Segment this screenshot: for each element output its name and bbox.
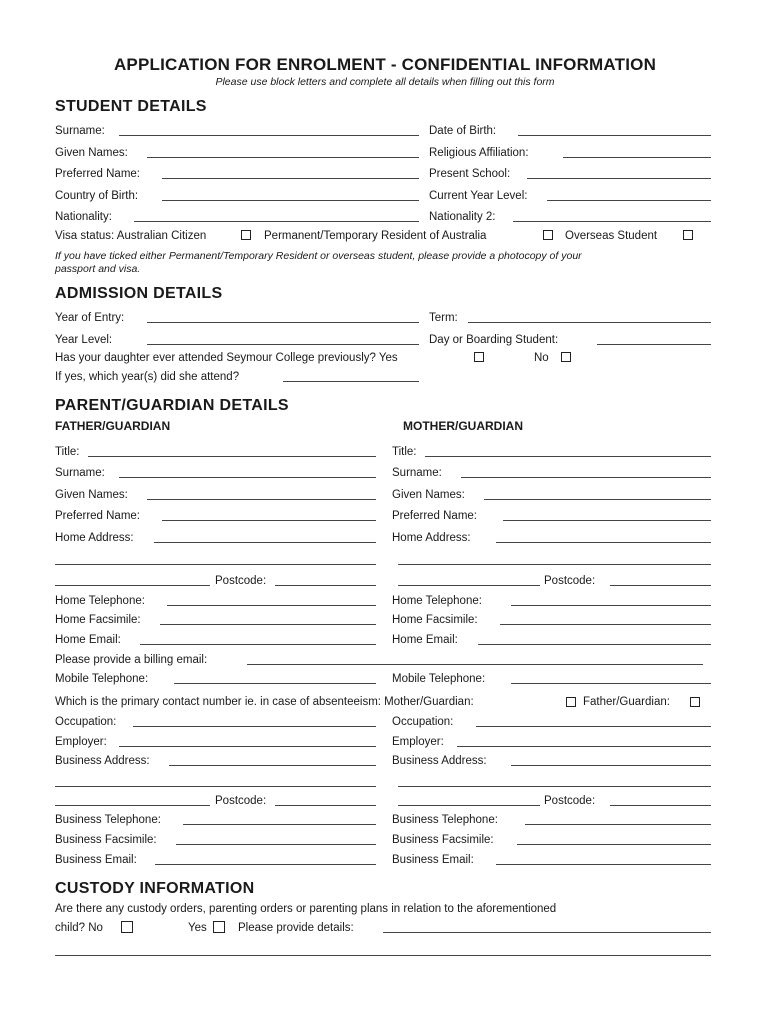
primary-father-checkbox[interactable] [690, 697, 700, 707]
father-home-email-field[interactable] [140, 644, 376, 645]
mother-preferred-label: Preferred Name: [392, 510, 478, 522]
mother-employer-label: Employer: [392, 736, 444, 748]
primary-mother-checkbox[interactable] [566, 697, 576, 707]
primary-father-label: Father/Guardian: [583, 696, 670, 708]
father-business-email-label: Business Email: [55, 854, 137, 866]
nationality-field[interactable] [134, 221, 419, 222]
custody-details-field[interactable] [383, 932, 711, 933]
father-postcode-field[interactable] [275, 585, 376, 586]
billing-email-field[interactable] [247, 664, 703, 665]
mother-postcode-field[interactable] [610, 585, 711, 586]
mother-mobile-field[interactable] [511, 683, 711, 684]
nationality-label: Nationality: [55, 211, 112, 223]
surname-field[interactable] [119, 135, 419, 136]
custody-no-checkbox[interactable] [121, 921, 133, 933]
father-home-fax-label: Home Facsimile: [55, 614, 141, 626]
country-of-birth-field[interactable] [162, 200, 419, 201]
father-preferred-field[interactable] [162, 520, 376, 521]
mother-home-email-label: Home Email: [392, 634, 458, 646]
nationality2-field[interactable] [513, 221, 711, 222]
mother-business-address-line3[interactable] [398, 805, 540, 806]
father-home-tel-field[interactable] [167, 605, 376, 606]
father-business-postcode-field[interactable] [275, 805, 376, 806]
permanent-resident-label: Permanent/Temporary Resident of Australia [264, 230, 487, 242]
father-business-email-field[interactable] [155, 864, 376, 865]
mother-surname-field[interactable] [461, 477, 711, 478]
father-surname-label: Surname: [55, 467, 105, 479]
australian-citizen-checkbox[interactable] [241, 230, 251, 240]
custody-details-line2[interactable] [55, 955, 711, 956]
father-address-line2[interactable] [55, 564, 376, 565]
father-address-line3[interactable] [55, 585, 210, 586]
mother-business-fax-label: Business Facsimile: [392, 834, 494, 846]
mother-home-fax-label: Home Facsimile: [392, 614, 478, 626]
mother-postcode-label: Postcode: [544, 575, 596, 587]
mother-preferred-field[interactable] [503, 520, 711, 521]
mother-business-address-field[interactable] [511, 765, 711, 766]
custody-no-label: child? No [55, 922, 103, 934]
mother-home-email-field[interactable] [478, 644, 711, 645]
overseas-student-checkbox[interactable] [683, 230, 693, 240]
present-school-label: Present School: [429, 168, 511, 180]
country-of-birth-label: Country of Birth: [55, 190, 139, 202]
attended-no-label: No [534, 352, 549, 364]
present-school-field[interactable] [527, 178, 711, 179]
father-employer-field[interactable] [119, 746, 376, 747]
father-mobile-field[interactable] [174, 683, 376, 684]
father-occupation-label: Occupation: [55, 716, 117, 728]
mother-home-tel-field[interactable] [511, 605, 711, 606]
mother-title-label: Title: [392, 446, 417, 458]
father-business-address-line3[interactable] [55, 805, 210, 806]
mother-business-postcode-field[interactable] [610, 805, 711, 806]
father-given-names-field[interactable] [147, 499, 376, 500]
year-level-label: Year Level: [55, 334, 113, 346]
mother-guardian-heading: MOTHER/GUARDIAN [403, 419, 523, 433]
mother-address-line3[interactable] [398, 585, 540, 586]
mother-mobile-label: Mobile Telephone: [392, 673, 486, 685]
year-level-field[interactable] [147, 344, 419, 345]
mother-business-fax-field[interactable] [517, 844, 711, 845]
custody-heading: CUSTODY INFORMATION [55, 880, 255, 897]
preferred-name-label: Preferred Name: [55, 168, 141, 180]
given-names-field[interactable] [147, 157, 419, 158]
religious-field[interactable] [563, 157, 711, 158]
custody-question-line1: Are there any custody orders, parenting orders or parenting plans in relation to the aforementioned [55, 903, 557, 915]
mother-business-postcode-label: Postcode: [544, 795, 596, 807]
visa-note-line2: passport and visa. [55, 263, 141, 275]
attended-question: Has your daughter ever attended Seymour College previously? Yes [55, 352, 398, 364]
father-title-field[interactable] [88, 456, 376, 457]
attended-yes-checkbox[interactable] [474, 352, 484, 362]
surname-label: Surname: [55, 125, 105, 137]
father-business-fax-field[interactable] [176, 844, 376, 845]
mother-title-field[interactable] [425, 456, 711, 457]
current-year-field[interactable] [547, 200, 711, 201]
mother-home-tel-label: Home Telephone: [392, 595, 482, 607]
admission-details-heading: ADMISSION DETAILS [55, 285, 223, 302]
year-of-entry-label: Year of Entry: [55, 312, 125, 324]
billing-email-label: Please provide a billing email: [55, 654, 208, 666]
term-label: Term: [429, 312, 458, 324]
father-mobile-label: Mobile Telephone: [55, 673, 149, 685]
dob-field[interactable] [518, 135, 711, 136]
mother-occupation-label: Occupation: [392, 716, 454, 728]
father-surname-field[interactable] [119, 477, 376, 478]
day-boarding-label: Day or Boarding Student: [429, 334, 559, 346]
father-home-email-label: Home Email: [55, 634, 121, 646]
father-occupation-field[interactable] [133, 726, 376, 727]
mother-given-names-field[interactable] [484, 499, 711, 500]
parent-details-heading: PARENT/GUARDIAN DETAILS [55, 397, 289, 414]
form-title: APPLICATION FOR ENROLMENT - CONFIDENTIAL INFORMATION [113, 55, 657, 74]
day-boarding-field[interactable] [597, 344, 711, 345]
custody-yes-label: Yes [188, 922, 207, 934]
father-employer-label: Employer: [55, 736, 107, 748]
father-business-address-label: Business Address: [55, 755, 150, 767]
father-business-address-line2[interactable] [55, 786, 376, 787]
mother-business-address-line2[interactable] [398, 786, 711, 787]
mother-address-line2[interactable] [398, 564, 711, 565]
primary-contact-question: Which is the primary contact number ie. in case of absenteeism: Mother/Guardian: [55, 696, 474, 708]
nationality2-label: Nationality 2: [429, 211, 496, 223]
given-names-label: Given Names: [55, 147, 128, 159]
mother-employer-field[interactable] [457, 746, 711, 747]
father-guardian-heading: FATHER/GUARDIAN [55, 419, 171, 433]
mother-business-email-label: Business Email: [392, 854, 474, 866]
mother-home-fax-field[interactable] [500, 624, 711, 625]
mother-home-address-field[interactable] [496, 542, 711, 543]
visa-note-line1: If you have ticked either Permanent/Temporary Resident or overseas student, please provide a photocopy of your [55, 250, 582, 262]
custody-yes-checkbox[interactable] [213, 921, 225, 933]
permanent-resident-checkbox[interactable] [543, 230, 553, 240]
dob-label: Date of Birth: [429, 125, 497, 137]
mother-business-tel-label: Business Telephone: [392, 814, 498, 826]
father-home-address-field[interactable] [154, 542, 376, 543]
form-subtitle: Please use block letters and complete all details when filling out this form [215, 76, 555, 88]
father-home-tel-label: Home Telephone: [55, 595, 145, 607]
father-business-fax-label: Business Facsimile: [55, 834, 157, 846]
current-year-label: Current Year Level: [429, 190, 528, 202]
father-business-tel-field[interactable] [183, 824, 376, 825]
mother-business-address-label: Business Address: [392, 755, 487, 767]
father-preferred-label: Preferred Name: [55, 510, 141, 522]
mother-surname-label: Surname: [392, 467, 442, 479]
father-postcode-label: Postcode: [215, 575, 267, 587]
father-given-names-label: Given Names: [55, 489, 128, 501]
mother-business-email-field[interactable] [496, 864, 711, 865]
attended-no-checkbox[interactable] [561, 352, 571, 362]
mother-given-names-label: Given Names: [392, 489, 465, 501]
student-details-heading: STUDENT DETAILS [55, 98, 207, 115]
which-year-field[interactable] [283, 381, 419, 382]
father-business-tel-label: Business Telephone: [55, 814, 161, 826]
father-title-label: Title: [55, 446, 80, 458]
father-business-address-field[interactable] [169, 765, 376, 766]
which-year-label: If yes, which year(s) did she attend? [55, 371, 240, 383]
visa-status-label: Visa status: Australian Citizen [55, 230, 207, 242]
overseas-student-label: Overseas Student [565, 230, 658, 242]
mother-home-address-label: Home Address: [392, 532, 471, 544]
term-field[interactable] [468, 322, 711, 323]
father-home-address-label: Home Address: [55, 532, 134, 544]
preferred-name-field[interactable] [162, 178, 419, 179]
religious-label: Religious Affiliation: [429, 147, 529, 159]
father-business-postcode-label: Postcode: [215, 795, 267, 807]
provide-details-label: Please provide details: [238, 922, 354, 934]
year-of-entry-field[interactable] [147, 322, 419, 323]
mother-business-tel-field[interactable] [525, 824, 711, 825]
father-home-fax-field[interactable] [160, 624, 376, 625]
mother-occupation-field[interactable] [476, 726, 711, 727]
